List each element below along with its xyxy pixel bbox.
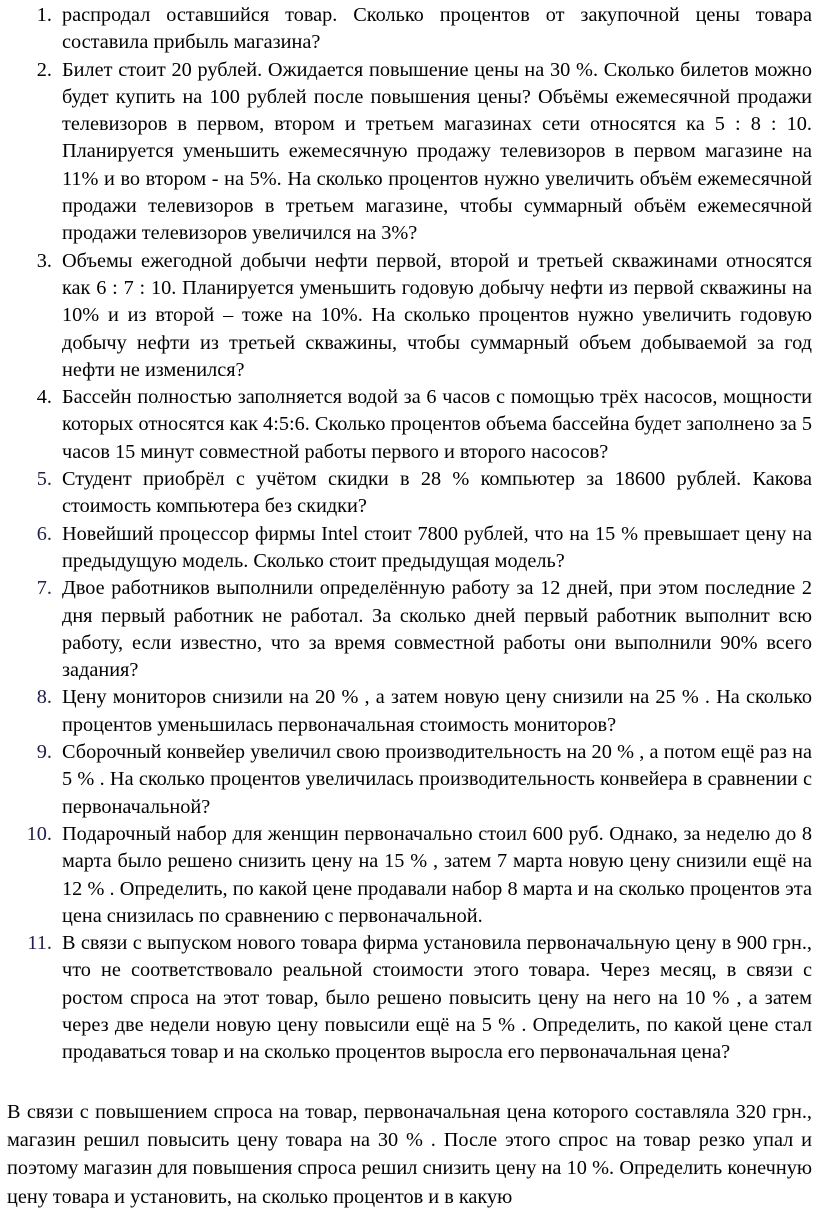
task-item-1 xyxy=(16,2,812,57)
task-item-7 xyxy=(16,575,812,684)
task-item-8 xyxy=(16,684,812,739)
task-number: 2. xyxy=(36,58,52,81)
task-number: 11. xyxy=(27,932,52,955)
task-list xyxy=(16,2,812,1067)
task-number: 7. xyxy=(36,577,52,600)
task-number: 4. xyxy=(36,386,52,409)
task-item-3 xyxy=(16,248,812,384)
task-number: 9. xyxy=(36,741,52,764)
task-item-9 xyxy=(16,739,812,821)
task-text: Студент приобрёл с учётом скидки в 28 % компьютер за 18600 рублей. Какова стоимость компьютера без скидки? xyxy=(62,468,812,518)
task-item-4 xyxy=(16,384,812,466)
task-number: 1. xyxy=(36,4,52,26)
task-number: 6. xyxy=(36,522,52,545)
task-text: Цену мониторов снизили на 20 % , а затем новую цену снизили на 25 % . На сколько процентов уменьшилась первоначальная стоимость мониторов? xyxy=(62,686,812,736)
task-number: 5. xyxy=(36,468,52,491)
task-text: Новейший процессор фирмы Intel стоит 7800 рублей, что на 15 % превышает цену на предыдущую модель. Сколько стоит предыдущая модель? xyxy=(62,522,812,572)
task-text: распродал оставшийся товар. Сколько процентов от закупочной цены товара составила прибыль магазина? xyxy=(62,4,812,54)
task-text: Двое работников выполнили определённую работу за 12 дней, при этом последние 2 дня первый работник не работал. За сколько дней первый работник выполнит всю работу, если известно, что за время совместной работы они выполнили 90% всего задания? xyxy=(62,577,812,682)
task-text: Сборочный конвейер увеличил свою производительность на 20 % , а потом ещё раз на 5 % . На сколько процентов увеличилась производительность конвейера в сравнении с первоначальной? xyxy=(62,741,812,818)
task-text: Подарочный набор для женщин первоначально стоил 600 руб. Однако, за неделю до 8 марта было решено снизить цену на 15 % , затем 7 марта новую цену снизили ещё на 12 % . Определить, по какой цене продавали набор 8 марта и на сколько процентов эта цена снизилась по сравнению с первоначальной. xyxy=(62,822,812,927)
task-item-6 xyxy=(16,521,812,576)
task-number: 8. xyxy=(36,686,52,709)
task-text: Объемы ежегодной добычи нефти первой, второй и третьей скважинами относятся как 6 : 7 : 10. Планируется уменьшить годовую добычу нефти из первой скважины на 10% и из второй – тоже на 10%. На сколько процентов нужно увеличить годовую добычу нефти из третьей скважины, чтобы суммарный объем добываемой за год нефти не изменился? xyxy=(62,249,812,381)
task-item-2 xyxy=(16,57,812,248)
task-item-5 xyxy=(16,466,812,521)
task-item-10 xyxy=(16,821,812,930)
task-number: 3. xyxy=(36,249,52,272)
task-number: 10. xyxy=(26,822,52,845)
task-text: Бассейн полностью заполняется водой за 6 часов с помощью трёх насосов, мощности которых относятся как 4:5:6. Сколько процентов объема бассейна будет заполнено за 5 часов 15 минут совместной работы первого и второго насосов? xyxy=(62,386,812,463)
task-item-11 xyxy=(16,930,812,1066)
task-text: В связи с выпуском нового товара фирма установила первоначальную цену в 900 грн., что не соответствовало реальной стоимости этого товара. Через месяц, в связи с ростом спроса на этот товар, было решено повысить цену на него на 10 % , а затем через две недели новую цену повысили ещё на 5 % . Определить, по какой цене стал продаваться товар и на сколько процентов выросла его первоначальная цена? xyxy=(62,932,812,1064)
tail-paragraph: В связи с повышением спроса на товар, первоначальная цена которого составляла 320 грн., магазин решил повысить цену товара на 30 % . После этого спрос на товар резко упал и поэтому магазин для повышения спроса решил снизить цену на 10 %. Определить конечную цену товара и установить, на сколько процентов и в какую xyxy=(7,1101,812,1208)
task-text: Билет стоит 20 рублей. Ожидается повышение цены на 30 %. Сколько билетов можно будет купить на 100 рублей после повышения цены? Объёмы ежемесячной продажи телевизоров в первом, втором и третьем магазинах сети относятся ка 5 : 8 : 10. Планируется уменьшить ежемесячную продажу телевизоров в первом магазине на 11% и во втором - на 5%. На сколько процентов нужно увеличить объём ежемесячной продажи телевизоров в третьем магазине, чтобы суммарный объём ежемесячной продажи телевизоров увеличился на 3%? xyxy=(62,58,812,245)
